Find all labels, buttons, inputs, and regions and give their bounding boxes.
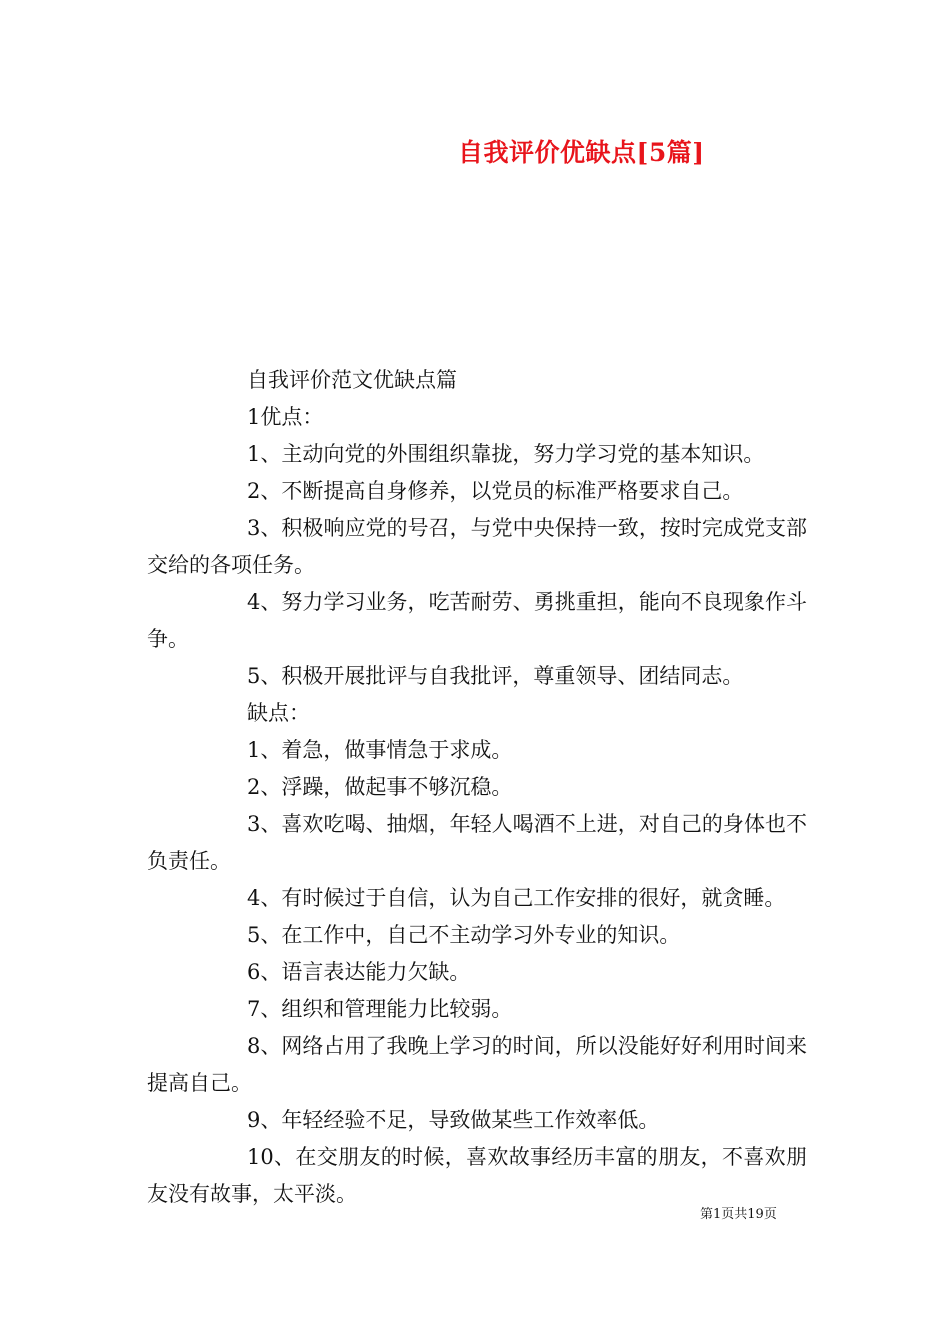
paragraph: 3、喜欢吃喝、抽烟，年轻人喝酒不上进，对自己的身体也不负责任。 (147, 812, 807, 873)
paragraph: 4、有时候过于自信，认为自己工作安排的很好，就贪睡。 (247, 886, 786, 910)
paragraph: 1、着急，做事情急于求成。 (247, 738, 513, 762)
document-body (147, 362, 807, 1213)
paragraph: 9、年轻经验不足，导致做某些工作效率低。 (247, 1108, 660, 1132)
paragraph: 缺点： (247, 701, 310, 725)
document-title: 自我评价优缺点[5篇] (458, 138, 705, 167)
paragraph: 5、在工作中，自己不主动学习外专业的知识。 (247, 923, 681, 947)
paragraph: 10、在交朋友的时候，喜欢故事经历丰富的朋友，不喜欢朋友没有故事，太平淡。 (147, 1145, 807, 1206)
paragraph: 3、积极响应党的号召，与党中央保持一致，按时完成党支部交给的各项任务。 (147, 516, 807, 577)
paragraph: 7、组织和管理能力比较弱。 (247, 997, 513, 1021)
paragraph: 1、主动向党的外围组织靠拢，努力学习党的基本知识。 (247, 442, 765, 466)
paragraph: 5、积极开展批评与自我批评，尊重领导、团结同志。 (247, 664, 744, 688)
paragraph: 2、浮躁，做起事不够沉稳。 (247, 775, 513, 799)
page-number-footer: 第1页共19页 (700, 1207, 777, 1222)
paragraph: 2、不断提高自身修养，以党员的标准严格要求自己。 (247, 479, 744, 503)
paragraph: 6、语言表达能力欠缺。 (247, 960, 471, 984)
paragraph: 1优点： (247, 405, 324, 429)
paragraph: 8、网络占用了我晚上学习的时间，所以没能好好利用时间来提高自己。 (147, 1034, 807, 1095)
paragraph: 自我评价范文优缺点篇 (247, 368, 457, 392)
paragraph: 4、努力学习业务，吃苦耐劳、勇挑重担，能向不良现象作斗争。 (147, 590, 807, 651)
